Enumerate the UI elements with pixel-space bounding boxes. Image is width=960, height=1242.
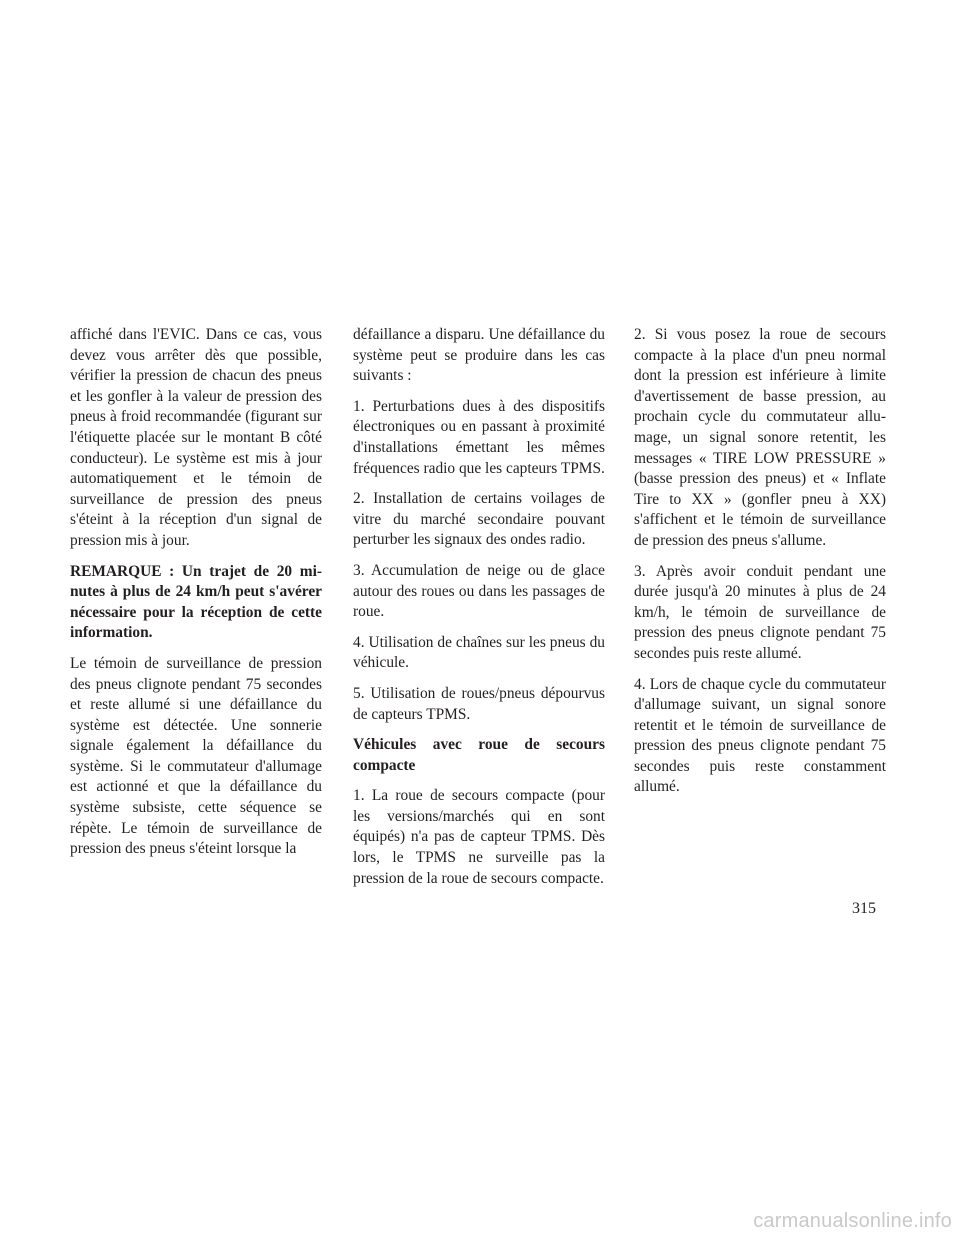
watermark-link[interactable]: carmanualsonline.info [753,1210,952,1232]
list-item: 2. Installation de certains voilages de vitre du marché secondaire pouvant perturber les signaux des ondes radio. [353,490,605,549]
middle-column [353,325,605,899]
paragraph: défaillance a disparu. Une défaillance du système peut se produire dans les cas suivants : [353,326,605,385]
note-remark: REMARQUE : Un trajet de 20 minutes à plus de 24 km/h peut s'avérer nécessaire pour la réception de cette information. [70,562,322,642]
list-item: 2. Si vous posez la roue de secours compacte à la place d'un pneu normal dont la pression est inférieure à limite d'avertissement de basse pression, au prochain cycle du commutateur allumage, un signal sonore retentit, les messages « TIRE LOW PRESSURE » (basse pression des pneus) et « Inflate Tire to XX » (gonfler pneu à XX) s'affichent et le témoin de surveillance de pression des pneus s'allume. [634,326,886,549]
list-item: 4. Lors de chaque cycle du commutateur d'allumage suivant, un signal sonore retentit et le témoin de surveillance de pression des pneus clignote pendant 75 secondes puis reste constamment allumé. [634,675,886,796]
list-item: 1. Perturbations dues à des dispositifs électroniques ou en passant à proximité d'installations émettant les mêmes fréquences radio que les capteurs TPMS. [353,397,605,477]
list-item: 4. Utilisation de chaînes sur les pneus du véhicule. [353,633,605,672]
paragraph: Le témoin de surveillance de pression des pneus clignote pendant 75 secondes et reste allumé si une défaillance du système est détectée. Une sonnerie signale également la défaillance du système. Si le commutateur d'allumage est actionné et que la défaillance du système subsiste, cette séquence se répète. Le témoin de surveillance de pression des pneus s'éteint lorsque la [70,654,322,858]
page-number: 315 [852,900,876,917]
list-item: 3. Accumulation de neige ou de glace autour des roues ou dans les passages de roue. [353,561,605,621]
left-column [70,325,322,870]
list-item: 5. Utilisation de roues/pneus dépourvus de capteurs TPMS. [353,684,605,723]
list-item: 3. Après avoir conduit pendant une durée jusqu'à 20 minutes à plus de 24 km/h, le témoin de surveillance de pression des pneus clignote pendant 75 secondes puis reste allumé. [634,562,886,662]
list-item: 1. La roue de secours compacte (pour les versions/marchés qui en sont équipés) n'a pas de capteur TPMS. Dès lors, le TPMS ne surveille pas la pression de la roue de secours compacte. [353,787,605,887]
section-heading: Véhicules avec roue de secours compacte [353,736,605,774]
paragraph: affiché dans l'EVIC. Dans ce cas, vous devez vous arrêter dès que possible, vérifier la pression de chacun des pneus et les gonfler à la valeur de pression des pneus à froid recommandée (figurant sur l'étiquette placée sur le montant B côté conducteur). Le système est mis à jour automatiquement et le témoin de surveillance de pression des pneus s'éteint à la réception d'un signal de pression mis à jour. [70,326,322,549]
right-column [634,325,886,808]
